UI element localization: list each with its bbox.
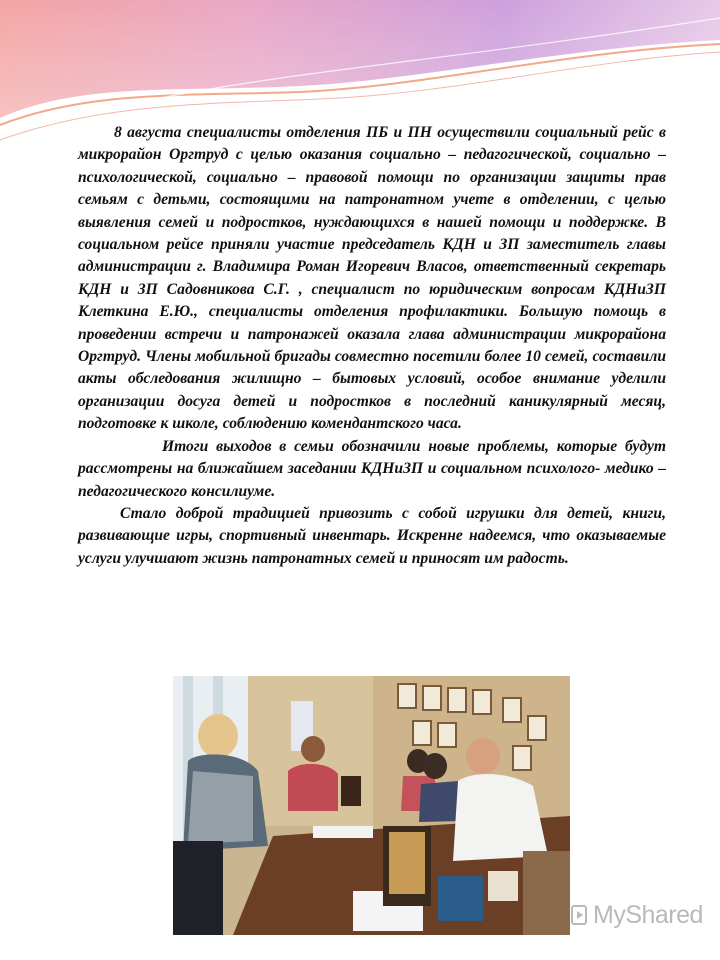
myshared-watermark bbox=[570, 895, 703, 935]
paragraph-2: Итоги выходов в семьи обозначили новые проблемы, которые будут рассмотрены на ближайшем заседании КДНиЗП и социальном психолого- медико – педагогического консилиуме. bbox=[78, 437, 666, 500]
meeting-photo bbox=[173, 676, 570, 935]
myshared-logo-icon bbox=[570, 903, 590, 927]
paragraph-1: 8 августа специалисты отделения ПБ и ПН осуществили социальный рейс в микрорайон Оргтруд с целью оказания социально – педагогической, социально – психологической, социально – правовой помощи по организации защиты прав семьям с детьми, состоящими на патронатном учете в отделении, с целью выявления семей и подростков, нуждающихся в нашей помощи и поддержке. В социальном рейсе приняли участие председатель КДН и ЗП заместитель главы администрации г. Владимира Роман Игоревич Власов, ответственный секретарь КДН и ЗП Садовникова С.Г. , специалист по юридическим вопросам КДНиЗП Клеткина Е.Ю., специалисты отделения профилактики. Большую помощь в проведении встречи и патронажей оказала глава администрации микрорайона Оргтруд. Члены мобильной бригады совместно посетили более 10 семей, составили акты обследования жилищно – бытовых условий, особое внимание уделили организации досуга детей и подростков в последний каникулярный месяц, подготовке к школе, соблюдению комендантского часа. bbox=[78, 124, 666, 433]
article-text bbox=[78, 122, 666, 570]
watermark-text: MyShared bbox=[593, 900, 703, 929]
paragraph-3: Стало доброй традицией привозить с собой игрушки для детей, книги, развивающие игры, спортивный инвентарь. Искренне надеемся, что оказываемые услуги улучшают жизнь патронатных семей и приносят им радость. bbox=[78, 504, 666, 567]
